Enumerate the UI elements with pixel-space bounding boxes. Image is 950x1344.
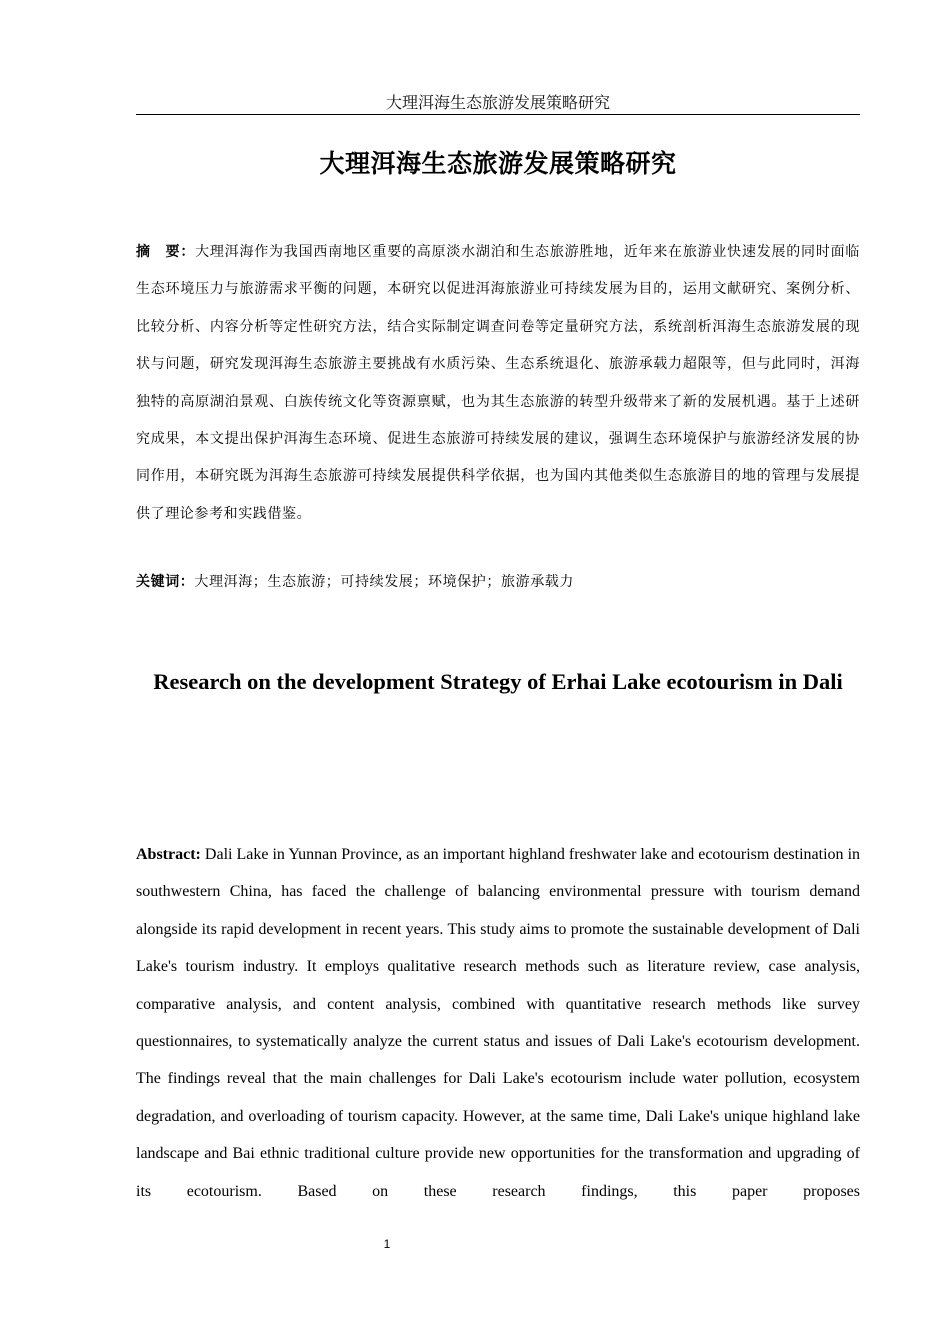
header-rule bbox=[136, 114, 860, 115]
page-number: 1 bbox=[383, 1237, 391, 1251]
chinese-abstract-text: 大理洱海作为我国西南地区重要的高原淡水湖泊和生态旅游胜地，近年来在旅游业快速发展的同时面临生态环境压力与旅游需求平衡的问题，本研究以促进洱海旅游业可持续发展为目的，运用文献研究、案例分析、比较分析、内容分析等定性研究方法，结合实际制定调查问卷等定量研究方法，系统剖析洱海生态旅游发展的现状与问题，研究发现洱海生态旅游主要挑战有水质污染、生态系统退化、旅游承载力超限等，但与此同时，洱海独特的高原湖泊景观、白族传统文化等资源禀赋，也为其生态旅游的转型升级带来了新的发展机遇。基于上述研究成果，本文提出保护洱海生态环境、促进生态旅游可持续发展的建议，强调生态环境保护与旅游经济发展的协同作用，本研究既为洱海生态旅游可持续发展提供科学依据，也为国内其他类似生态旅游目的地的管理与发展提供了理论参考和实践借鉴。 bbox=[136, 244, 860, 522]
chinese-keywords-label: 关键词： bbox=[136, 574, 195, 590]
chinese-keywords bbox=[136, 567, 860, 597]
chinese-keywords-text: 大理洱海；生态旅游；可持续发展；环境保护；旅游承载力 bbox=[194, 574, 575, 590]
running-header: 大理洱海生态旅游发展策略研究 bbox=[385, 93, 610, 112]
chinese-abstract-label: 摘 要： bbox=[136, 244, 196, 260]
english-abstract bbox=[136, 836, 860, 1210]
chinese-abstract bbox=[136, 234, 860, 533]
english-abstract-label: Abstract: bbox=[136, 846, 201, 863]
english-title: Research on the development Strategy of Erhai Lake ecotourism in Dali bbox=[153, 669, 843, 694]
chinese-title: 大理洱海生态旅游发展策略研究 bbox=[319, 149, 677, 178]
english-abstract-text: Dali Lake in Yunnan Province, as an important highland freshwater lake and ecotourism destination in southwestern China, has faced the challenge of balancing environmental pressure with tourism demand alongside its rapid development in recent years. This study aims to promote the sustainable development of Dali Lake's tourism industry. It employs qualitative research methods such as literature review, case analysis, comparative analysis, and content analysis, combined with quantitative research methods like survey questionnaires, to systematically analyze the current status and issues of Dali Lake's ecotourism development. The findings reveal that the main challenges for Dali Lake's ecotourism include water pollution, ecosystem degradation, and overloading of tourism capacity. However, at the same time, Dali Lake's unique highland lake landscape and Bai ethnic traditional culture provide new opportunities for the transformation and upgrading of its ecotourism. Based on these research findings, this paper proposes bbox=[136, 846, 860, 1200]
